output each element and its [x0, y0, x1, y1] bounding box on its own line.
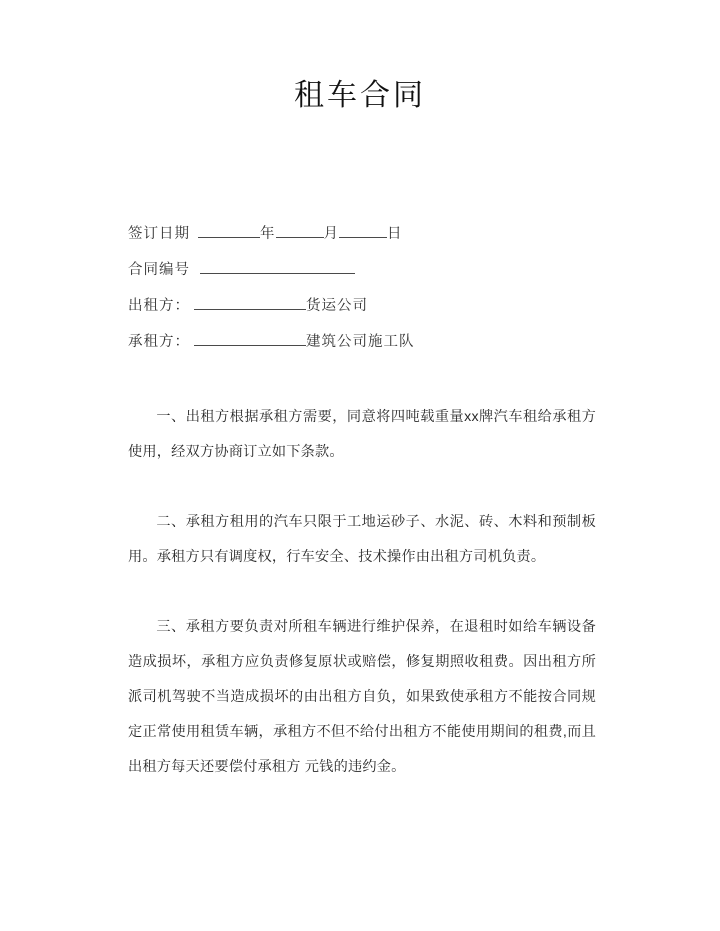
signing-date-row — [128, 222, 598, 258]
lessee-label: 承租方： — [128, 334, 190, 350]
contract-number-label: 合同编号 — [128, 262, 190, 278]
signing-date-month-input[interactable] — [276, 222, 324, 238]
clause-item: 三、承租方要负责对所租车辆进行维护保养，在退租时如给车辆设备造成损坏，承租方应负责修复原状或赔偿，修复期照收租费。因出租方所派司机驾驶不当造成损坏的由出租方自负，如果致使承租方不能按合同规定正常使用租赁车辆，承租方不但不给付出租方不能使用期间的租费,而且出租方每天还要偿付承租方 元钱的违约金。 — [128, 619, 596, 775]
lessee-name-input[interactable] — [194, 330, 306, 346]
lessee-row — [128, 330, 598, 366]
lessor-label: 出租方： — [128, 298, 190, 314]
signing-date-year-input[interactable] — [198, 222, 260, 238]
signing-date-label: 签订日期 — [128, 226, 190, 242]
contract-number-input[interactable] — [200, 258, 355, 274]
year-unit-label: 年 — [260, 226, 276, 242]
lessor-name-input[interactable] — [194, 294, 306, 310]
clause-item: 二、承租方租用的汽车只限于工地运砂子、水泥、砖、木料和预制板用。承租方只有调度权，行车安全、技术操作由出租方司机负责。 — [128, 514, 596, 565]
page-title: 租车合同 — [294, 78, 426, 113]
lessor-suffix-label: 货运公司 — [306, 298, 368, 314]
lessor-row — [128, 294, 598, 330]
lessee-suffix-label: 建筑公司施工队 — [306, 334, 415, 350]
day-unit-label: 日 — [387, 226, 403, 242]
contract-clauses — [128, 400, 596, 785]
clause-item: 一、出租方根据承租方需要，同意将四吨载重量xx牌汽车租给承租方使用，经双方协商订立如下条款。 — [128, 409, 596, 460]
month-unit-label: 月 — [323, 226, 339, 242]
signing-date-day-input[interactable] — [339, 222, 387, 238]
contract-number-row — [128, 258, 598, 294]
contract-header-form — [128, 222, 598, 366]
